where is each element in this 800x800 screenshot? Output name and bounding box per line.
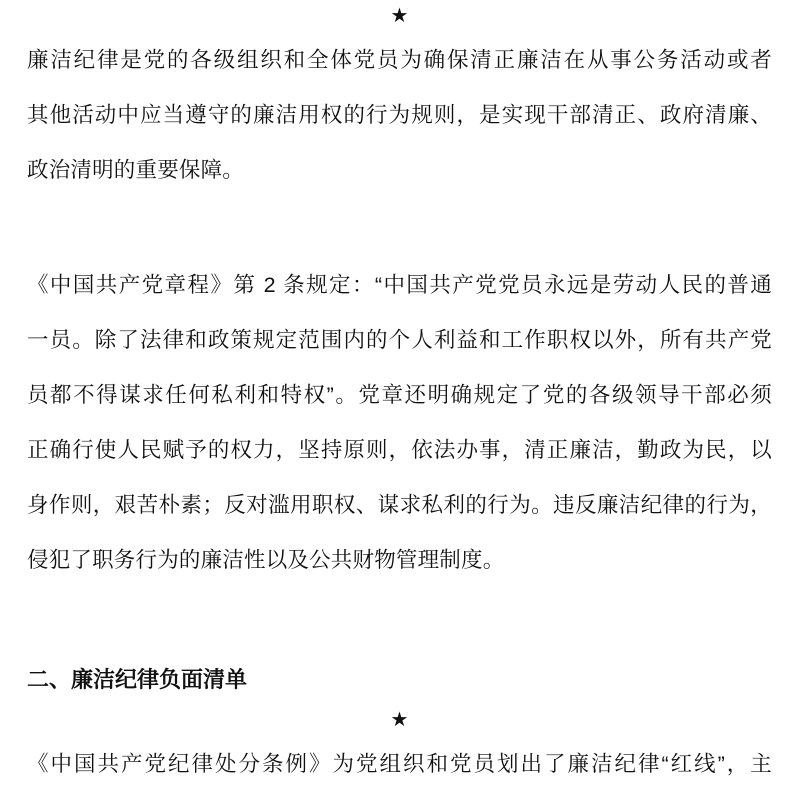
text-line: 廉洁纪律是党的各级组织和全体党员为确保清正廉洁在从事公务活动或者 [27,48,772,72]
paragraph-party-charter [27,258,772,588]
star-divider-top [27,0,772,33]
star-icon: ★ [390,709,409,731]
text-line: 员都不得谋求任何私利和特权”。党章还明确规定了党的各级领导干部必须 [27,383,772,407]
text-line: 《中国共产党章程》第 2 条规定：“中国共产党党员永远是劳动人民的普通 [27,273,772,297]
text-line: 正确行使人民赋予的权力，坚持原则，依法办事，清正廉洁，勤政为民，以 [27,438,772,462]
star-icon: ★ [390,5,409,27]
text-line: 侵犯了职务行为的廉洁性以及公共财物管理制度。 [27,548,505,572]
text-line: 其他活动中应当遵守的廉洁用权的行为规则，是实现干部清正、政府清廉、 [27,103,772,127]
paragraph-integrity-definition [27,33,772,198]
paragraph-discipline-regulation [27,737,772,792]
text-line: 《中国共产党纪律处分条例》为党组织和党员划出了廉洁纪律“红线”，主 [27,752,772,776]
text-line: 政治清明的重要保障。 [27,158,245,182]
text-line: 一员。除了法律和政策规定范围内的个人利益和工作职权以外，所有共产党 [27,328,772,352]
text-line: 身作则，艰苦朴素；反对滥用职权、谋求私利的行为。违反廉洁纪律的行为， [27,493,772,517]
star-divider-mid [27,707,772,733]
section-heading-negative-list: 二、廉洁纪律负面清单 [27,667,248,692]
